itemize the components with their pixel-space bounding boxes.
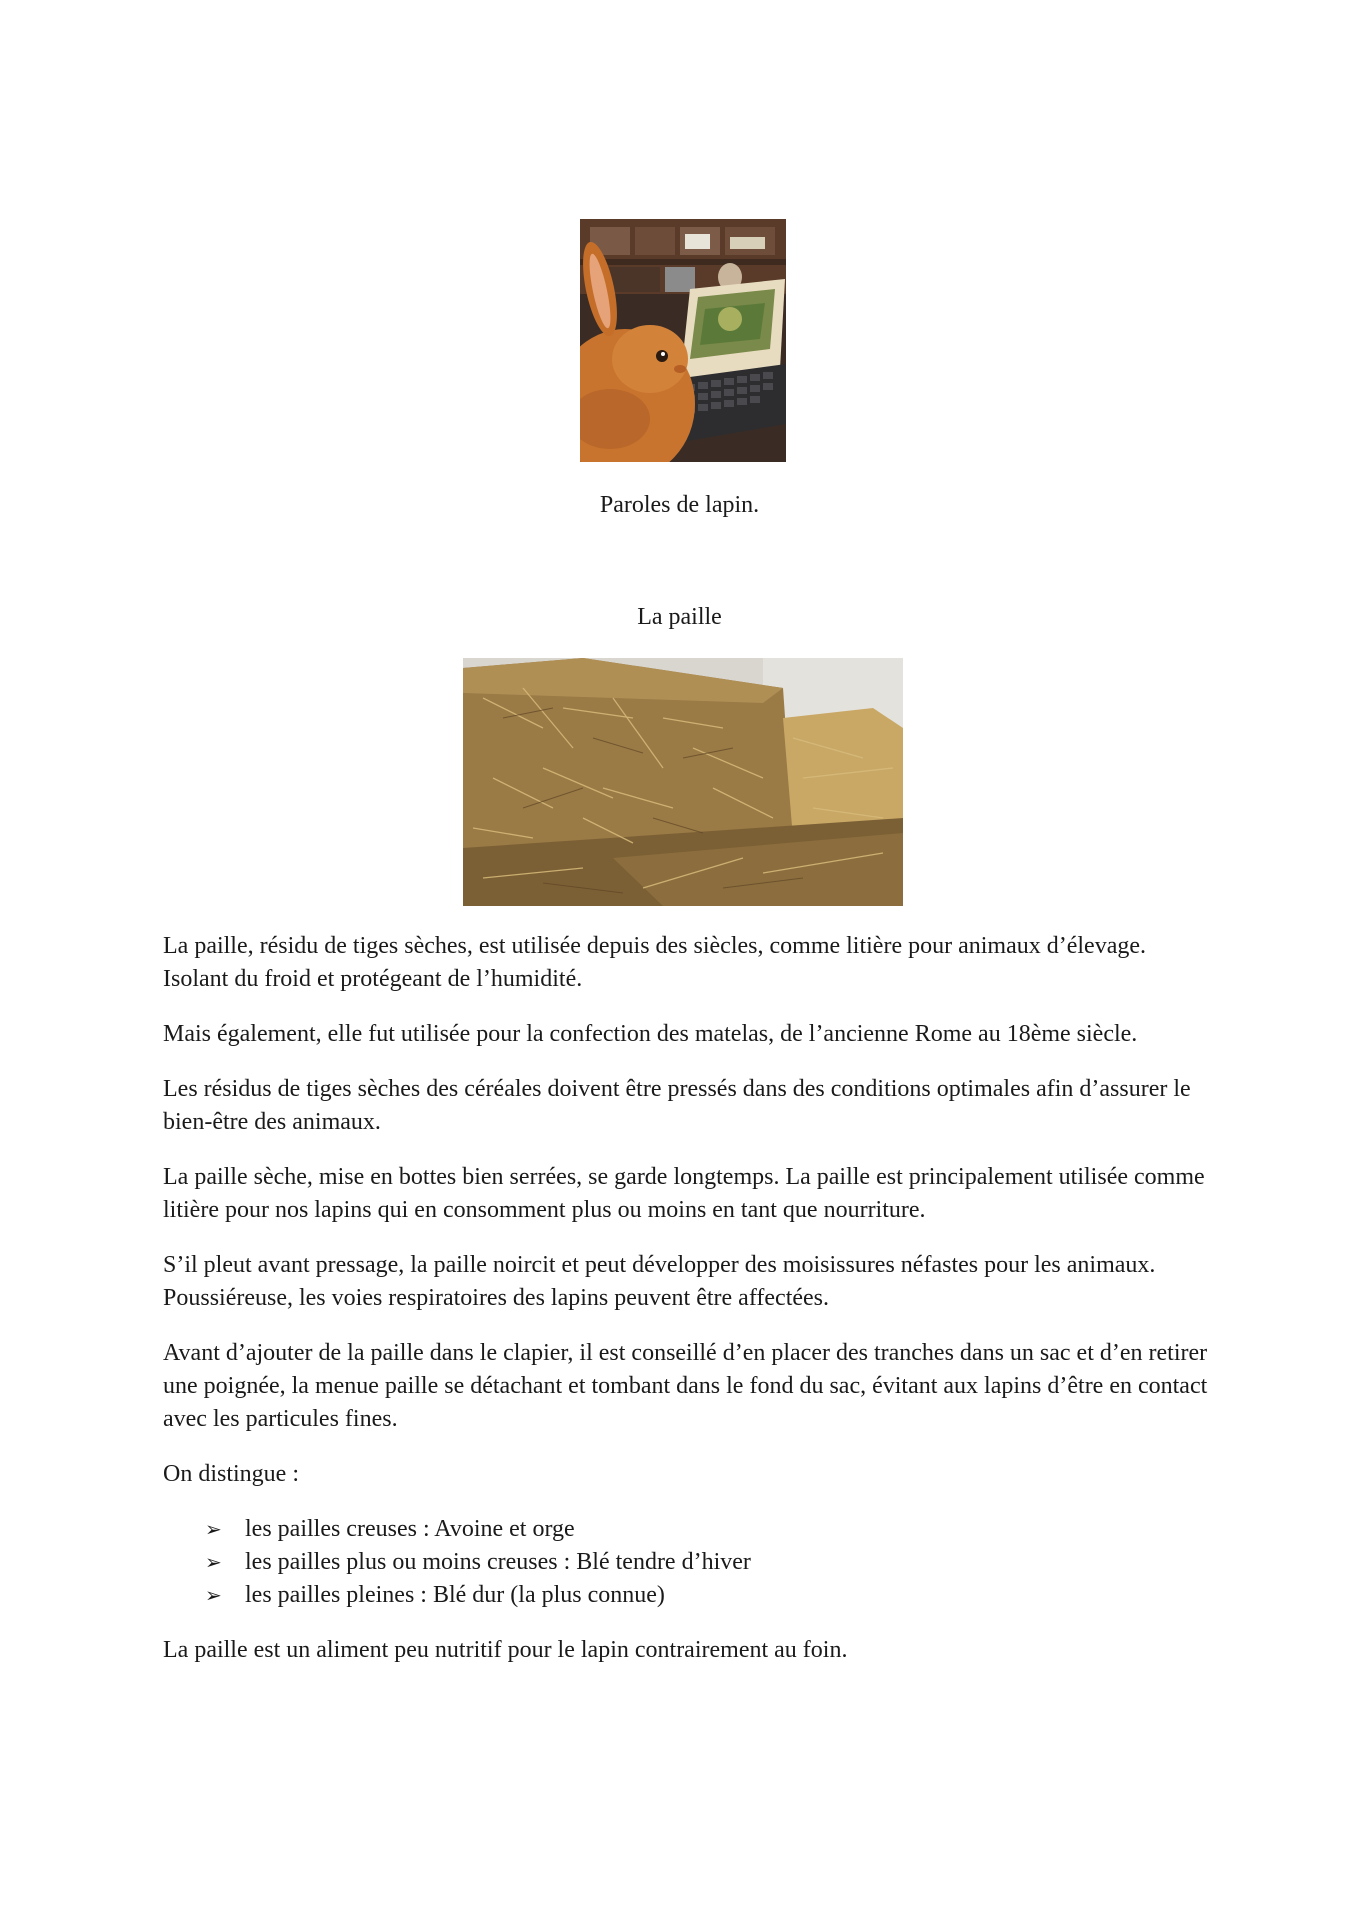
straw-bale-photo: [463, 658, 903, 906]
list-item: [205, 1513, 1213, 1546]
list-item-text: les pailles creuses : Avoine et orge: [245, 1516, 575, 1542]
straw-photo-drawing: [463, 658, 903, 906]
list-item: [205, 1546, 1213, 1579]
arrow-bullet-icon: ➢: [205, 1583, 222, 1607]
list-item-text: les pailles pleines : Blé dur (la plus connue): [245, 1582, 665, 1608]
rabbit-photo-drawing: [580, 219, 786, 462]
paragraph: Mais également, elle fut utilisée pour la confection des matelas, de l’ancienne Rome au 18ème siècle.: [163, 1021, 1138, 1047]
paragraph: La paille, résidu de tiges sèches, est utilisée depuis des siècles, comme litière pour animaux d’élevage. Isolant du froid et protégeant de l’humidité.: [163, 933, 1147, 992]
arrow-bullet-icon: ➢: [205, 1550, 222, 1574]
list-item: [205, 1579, 1213, 1612]
straw-types-list: [163, 1513, 1213, 1612]
arrow-bullet-icon: ➢: [205, 1517, 222, 1541]
list-item-text: les pailles plus ou moins creuses : Blé tendre d’hiver: [245, 1549, 751, 1575]
section-title: La paille: [637, 604, 722, 630]
paragraph: Avant d’ajouter de la paille dans le clapier, il est conseillé d’en placer des tranches dans un sac et d’en retirer une poignée, la menue paille se détachant et tombant dans le fond du sac, évitant aux lapins d’être en contact avec les particules fines.: [163, 1340, 1208, 1432]
rabbit-photo: [580, 219, 786, 462]
paragraph: S’il pleut avant pressage, la paille noircit et peut développer des moisissures néfastes pour les animaux. Poussiéreuse, les voies respiratoires des lapins peuvent être affectées.: [163, 1252, 1156, 1311]
rabbit-caption: Paroles de lapin.: [599, 492, 760, 518]
article-body: [163, 930, 1213, 1689]
paragraph: La paille sèche, mise en bottes bien serrées, se garde longtemps. La paille est principalement utilisée comme litière pour nos lapins qui en consomment plus ou moins en tant que nourriture.: [163, 1164, 1205, 1223]
paragraph: Les résidus de tiges sèches des céréales doivent être pressés dans des conditions optimales afin d’assurer le bien-être des animaux.: [163, 1076, 1191, 1135]
closing-paragraph: La paille est un aliment peu nutritif pour le lapin contrairement au foin.: [163, 1637, 848, 1663]
paragraph: On distingue :: [163, 1461, 299, 1487]
